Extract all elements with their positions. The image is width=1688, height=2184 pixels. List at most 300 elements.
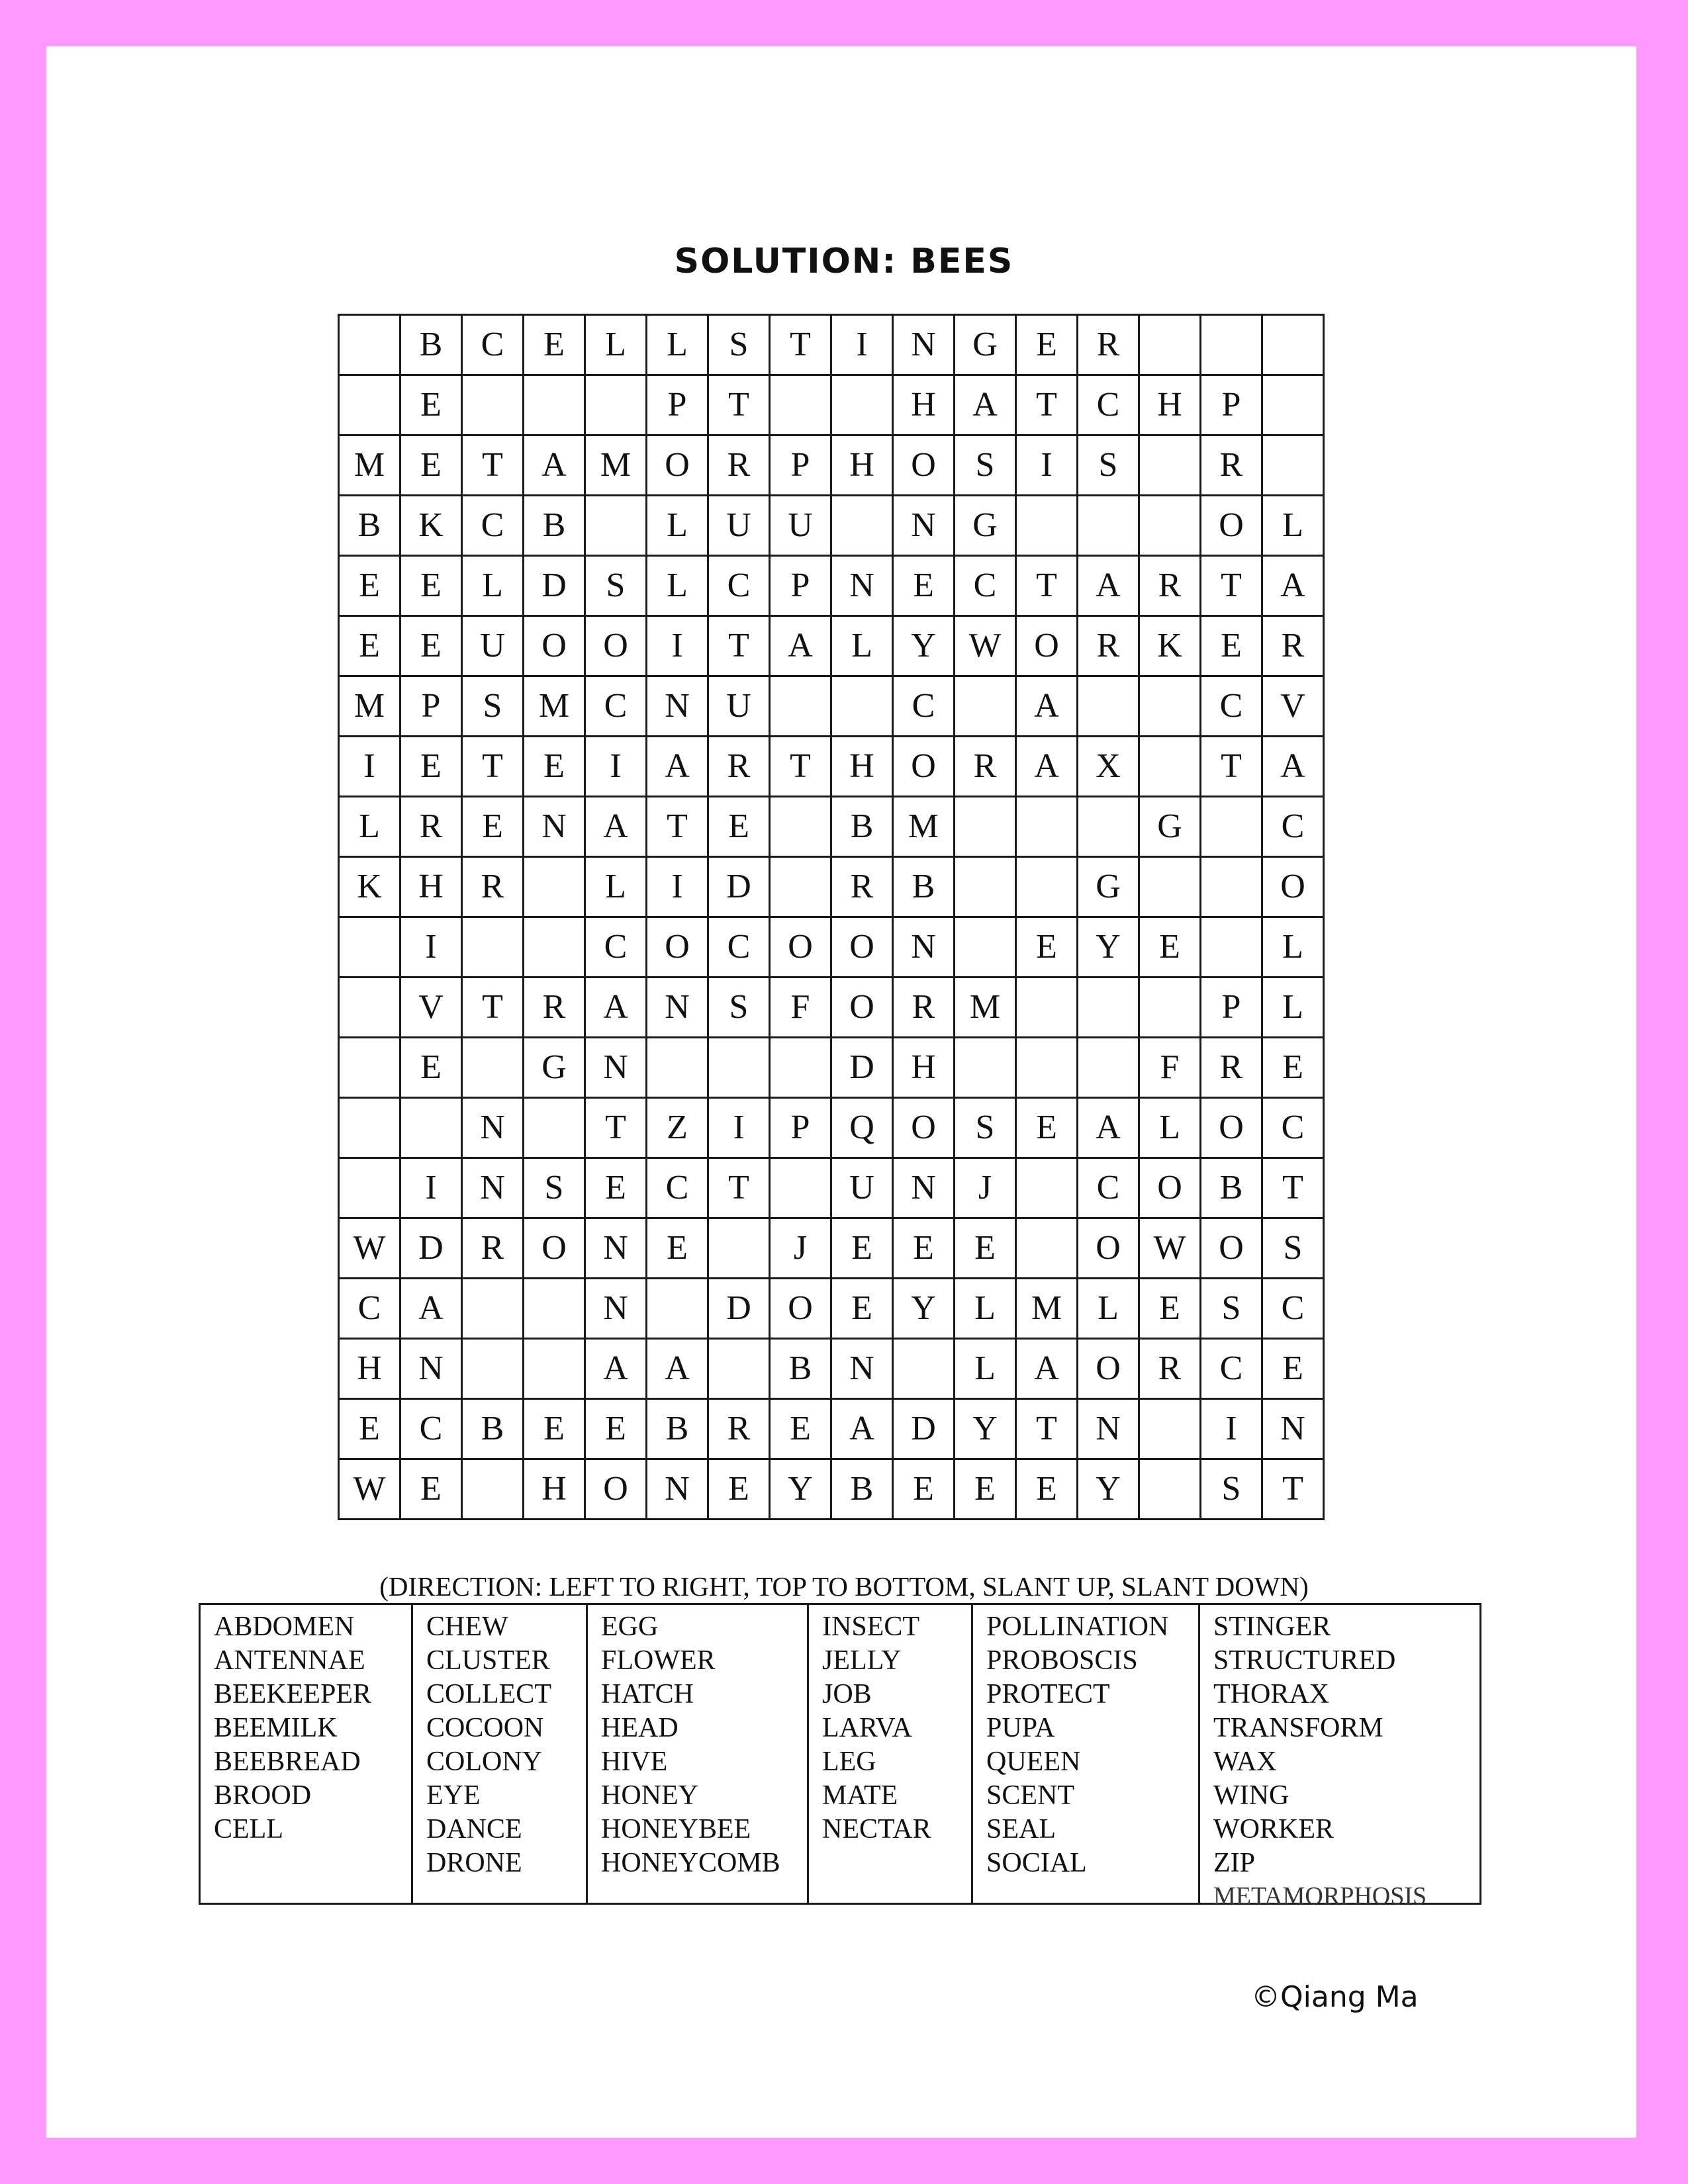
grid-cell: T <box>1016 1399 1078 1459</box>
grid-row <box>339 1038 1324 1098</box>
grid-cell: H <box>400 857 462 917</box>
word-item: BEEBREAD <box>214 1747 361 1777</box>
grid-cell: R <box>1078 315 1139 375</box>
grid-row <box>339 1339 1324 1399</box>
grid-cell: B <box>831 797 893 857</box>
grid-cell <box>524 1279 585 1339</box>
grid-cell: R <box>400 797 462 857</box>
word-item: COLLECT <box>426 1679 551 1709</box>
grid-cell: I <box>1201 1399 1262 1459</box>
grid-cell: A <box>1262 556 1324 616</box>
grid-cell <box>524 1098 585 1158</box>
grid-cell: B <box>462 1399 524 1459</box>
grid-cell: I <box>1016 435 1078 496</box>
grid-cell: O <box>893 737 955 797</box>
grid-cell: L <box>585 315 647 375</box>
grid-cell: O <box>1201 1218 1262 1279</box>
word-column <box>586 1605 807 1903</box>
grid-cell <box>955 917 1016 978</box>
grid-cell: Z <box>647 1098 708 1158</box>
grid-cell: Y <box>1078 1459 1139 1520</box>
grid-cell <box>770 797 831 857</box>
grid-cell: G <box>955 496 1016 556</box>
grid-cell <box>524 917 585 978</box>
grid-cell: L <box>1078 1279 1139 1339</box>
grid-row <box>339 435 1324 496</box>
word-item: WING <box>1213 1780 1289 1811</box>
word-item: ABDOMEN <box>214 1612 355 1642</box>
grid-cell: E <box>708 1459 770 1520</box>
grid-cell <box>1201 857 1262 917</box>
grid-cell: I <box>400 1158 462 1218</box>
grid-cell <box>770 1158 831 1218</box>
grid-cell: N <box>462 1158 524 1218</box>
grid-cell <box>770 857 831 917</box>
grid-cell: A <box>647 1339 708 1399</box>
grid-cell: E <box>400 1459 462 1520</box>
grid-row <box>339 556 1324 616</box>
grid-row <box>339 1279 1324 1339</box>
word-item: COCOON <box>426 1713 544 1743</box>
grid-cell: Y <box>893 616 955 676</box>
grid-cell: E <box>831 1279 893 1339</box>
word-item: METAMORPHOSIS <box>1213 1882 1427 1910</box>
grid-cell: S <box>1201 1459 1262 1520</box>
grid-cell: A <box>1016 676 1078 737</box>
grid-cell: C <box>462 496 524 556</box>
grid-cell: S <box>462 676 524 737</box>
grid-cell: N <box>647 1459 708 1520</box>
grid-cell: U <box>770 496 831 556</box>
grid-cell <box>585 496 647 556</box>
grid-cell: E <box>1016 1459 1078 1520</box>
grid-cell: E <box>400 556 462 616</box>
grid-cell: T <box>585 1098 647 1158</box>
grid-cell: R <box>1201 435 1262 496</box>
word-item: STRUCTURED <box>1213 1645 1396 1676</box>
grid-cell: C <box>462 315 524 375</box>
grid-cell: W <box>1139 1218 1201 1279</box>
grid-cell: B <box>770 1339 831 1399</box>
grid-cell: R <box>1262 616 1324 676</box>
grid-cell <box>1078 978 1139 1038</box>
grid-cell: C <box>339 1279 400 1339</box>
grid-cell: N <box>400 1339 462 1399</box>
grid-cell <box>462 1459 524 1520</box>
grid-cell: Q <box>831 1098 893 1158</box>
grid-cell <box>1078 496 1139 556</box>
grid-cell: M <box>893 797 955 857</box>
word-column <box>807 1605 971 1903</box>
word-search-grid <box>338 314 1325 1520</box>
grid-cell <box>1139 1459 1201 1520</box>
word-column <box>1198 1605 1479 1910</box>
grid-row <box>339 1218 1324 1279</box>
grid-cell <box>1078 676 1139 737</box>
grid-cell: I <box>647 616 708 676</box>
grid-cell: R <box>1139 1339 1201 1399</box>
word-item: WAX <box>1213 1747 1277 1777</box>
grid-cell: B <box>647 1399 708 1459</box>
grid-cell <box>585 375 647 435</box>
grid-cell: O <box>524 616 585 676</box>
grid-cell: Y <box>1078 917 1139 978</box>
grid-cell <box>955 797 1016 857</box>
grid-cell: R <box>1139 556 1201 616</box>
grid-cell: E <box>524 737 585 797</box>
grid-cell: H <box>831 435 893 496</box>
word-item: LARVA <box>822 1713 912 1743</box>
grid-cell: S <box>1201 1279 1262 1339</box>
grid-cell: E <box>955 1218 1016 1279</box>
grid-cell: M <box>585 435 647 496</box>
word-item: BEEKEEPER <box>214 1679 371 1709</box>
grid-cell: F <box>770 978 831 1038</box>
word-item: FLOWER <box>601 1645 716 1676</box>
grid-cell: E <box>955 1459 1016 1520</box>
grid-cell: O <box>1078 1339 1139 1399</box>
grid-cell: O <box>1201 1098 1262 1158</box>
grid-cell: N <box>462 1098 524 1158</box>
grid-cell: C <box>955 556 1016 616</box>
grid-cell: N <box>1262 1399 1324 1459</box>
grid-cell: O <box>585 616 647 676</box>
grid-cell: B <box>524 496 585 556</box>
grid-cell: C <box>708 556 770 616</box>
grid-cell: C <box>1078 375 1139 435</box>
grid-cell: N <box>893 315 955 375</box>
grid-row <box>339 917 1324 978</box>
word-item: ZIP <box>1213 1848 1255 1878</box>
grid-row <box>339 1158 1324 1218</box>
grid-cell: R <box>893 978 955 1038</box>
grid-cell: E <box>893 1218 955 1279</box>
grid-cell: R <box>708 737 770 797</box>
grid-cell: I <box>708 1098 770 1158</box>
grid-cell: L <box>647 315 708 375</box>
grid-cell <box>770 375 831 435</box>
grid-cell: W <box>955 616 1016 676</box>
grid-cell: T <box>647 797 708 857</box>
word-item: CHEW <box>426 1612 508 1642</box>
grid-cell: O <box>1078 1218 1139 1279</box>
grid-cell: E <box>462 797 524 857</box>
grid-cell: I <box>339 737 400 797</box>
grid-cell: K <box>1139 616 1201 676</box>
grid-row <box>339 616 1324 676</box>
grid-cell: G <box>524 1038 585 1098</box>
word-item: JELLY <box>822 1645 902 1676</box>
grid-cell: D <box>708 1279 770 1339</box>
grid-cell: A <box>1078 556 1139 616</box>
grid-cell <box>462 1279 524 1339</box>
grid-cell: D <box>708 857 770 917</box>
grid-cell: U <box>708 496 770 556</box>
grid-cell: A <box>524 435 585 496</box>
grid-row <box>339 1459 1324 1520</box>
grid-cell: D <box>831 1038 893 1098</box>
grid-cell: O <box>893 1098 955 1158</box>
grid-cell: M <box>955 978 1016 1038</box>
grid-row <box>339 496 1324 556</box>
grid-cell: R <box>524 978 585 1038</box>
grid-cell: E <box>339 616 400 676</box>
grid-cell: L <box>647 496 708 556</box>
word-item: LEG <box>822 1747 876 1777</box>
grid-cell <box>1201 315 1262 375</box>
grid-cell <box>1139 496 1201 556</box>
grid-cell: O <box>585 1459 647 1520</box>
grid-cell: O <box>647 435 708 496</box>
grid-cell: T <box>462 978 524 1038</box>
grid-row <box>339 797 1324 857</box>
grid-cell: E <box>831 1218 893 1279</box>
grid-cell: N <box>585 1218 647 1279</box>
grid-cell <box>1016 1038 1078 1098</box>
word-item: SOCIAL <box>986 1848 1087 1878</box>
grid-cell <box>831 496 893 556</box>
word-item: TRANSFORM <box>1213 1713 1383 1743</box>
grid-cell <box>1262 375 1324 435</box>
grid-cell: S <box>955 435 1016 496</box>
grid-cell: I <box>400 917 462 978</box>
grid-cell <box>339 978 400 1038</box>
grid-cell: N <box>893 496 955 556</box>
grid-cell: J <box>955 1158 1016 1218</box>
grid-cell: G <box>1078 857 1139 917</box>
grid-cell: A <box>770 616 831 676</box>
grid-cell: E <box>770 1399 831 1459</box>
word-item: PROBOSCIS <box>986 1645 1138 1676</box>
grid-cell: T <box>1201 556 1262 616</box>
grid-cell: A <box>1262 737 1324 797</box>
word-item: ANTENNAE <box>214 1645 365 1676</box>
grid-cell: C <box>585 676 647 737</box>
grid-cell: O <box>1139 1158 1201 1218</box>
word-item: HIVE <box>601 1747 668 1777</box>
grid-row <box>339 315 1324 375</box>
grid-cell: C <box>647 1158 708 1218</box>
grid-cell: E <box>893 556 955 616</box>
grid-cell: L <box>585 857 647 917</box>
grid-cell: R <box>831 857 893 917</box>
grid-cell <box>339 375 400 435</box>
word-item: BEEMILK <box>214 1713 338 1743</box>
word-item: PUPA <box>986 1713 1055 1743</box>
grid-cell: M <box>339 676 400 737</box>
grid-cell: E <box>893 1459 955 1520</box>
grid-cell <box>708 1038 770 1098</box>
grid-cell <box>1201 917 1262 978</box>
grid-cell: P <box>647 375 708 435</box>
grid-cell <box>955 1038 1016 1098</box>
grid-cell <box>708 1339 770 1399</box>
grid-cell: O <box>524 1218 585 1279</box>
grid-cell: S <box>524 1158 585 1218</box>
grid-cell <box>524 1339 585 1399</box>
grid-cell <box>770 676 831 737</box>
grid-cell <box>462 375 524 435</box>
grid-cell: T <box>708 616 770 676</box>
grid-cell: A <box>585 1339 647 1399</box>
grid-cell <box>1139 857 1201 917</box>
grid-cell: A <box>400 1279 462 1339</box>
grid-cell: E <box>400 1038 462 1098</box>
grid-cell: R <box>462 1218 524 1279</box>
grid-cell: R <box>708 435 770 496</box>
grid-cell: B <box>893 857 955 917</box>
grid-cell: E <box>400 616 462 676</box>
grid-cell: F <box>1139 1038 1201 1098</box>
grid-cell <box>893 1339 955 1399</box>
grid-cell: I <box>831 315 893 375</box>
grid-cell <box>1139 1399 1201 1459</box>
word-item: QUEEN <box>986 1747 1081 1777</box>
grid-cell <box>339 1038 400 1098</box>
grid-cell <box>524 857 585 917</box>
grid-cell: P <box>400 676 462 737</box>
grid-cell: N <box>647 978 708 1038</box>
grid-cell: B <box>400 315 462 375</box>
word-item: STINGER <box>1213 1612 1331 1642</box>
grid-cell: E <box>339 1399 400 1459</box>
grid-cell <box>1016 1158 1078 1218</box>
grid-cell: C <box>893 676 955 737</box>
grid-cell <box>339 1098 400 1158</box>
grid-cell: O <box>1201 496 1262 556</box>
grid-cell: W <box>339 1218 400 1279</box>
grid-cell <box>955 676 1016 737</box>
grid-cell: P <box>770 556 831 616</box>
grid-cell: N <box>585 1279 647 1339</box>
grid-cell <box>524 375 585 435</box>
word-item: HONEYCOMB <box>601 1848 780 1878</box>
grid-cell: H <box>339 1339 400 1399</box>
grid-cell: I <box>647 857 708 917</box>
word-item: PROTECT <box>986 1679 1110 1709</box>
grid-cell: L <box>1139 1098 1201 1158</box>
word-item: SEAL <box>986 1814 1056 1844</box>
grid-cell: N <box>893 917 955 978</box>
grid-cell: E <box>585 1158 647 1218</box>
grid-cell: R <box>1201 1038 1262 1098</box>
grid-cell: L <box>955 1279 1016 1339</box>
grid-cell: C <box>400 1399 462 1459</box>
grid-cell <box>1139 676 1201 737</box>
grid-cell: E <box>585 1399 647 1459</box>
grid-cell: A <box>1016 1339 1078 1399</box>
grid-cell: E <box>400 375 462 435</box>
word-item: SCENT <box>986 1780 1075 1811</box>
grid-cell: N <box>831 1339 893 1399</box>
grid-row <box>339 737 1324 797</box>
word-item: THORAX <box>1213 1679 1329 1709</box>
grid-cell: M <box>524 676 585 737</box>
grid-cell: I <box>585 737 647 797</box>
grid-cell <box>1262 435 1324 496</box>
grid-cell: E <box>524 315 585 375</box>
grid-cell: R <box>462 857 524 917</box>
grid-cell: T <box>462 435 524 496</box>
grid-cell <box>1016 857 1078 917</box>
grid-cell: P <box>1201 978 1262 1038</box>
grid-cell: T <box>1262 1158 1324 1218</box>
grid-cell: A <box>585 797 647 857</box>
grid-cell: C <box>1262 1279 1324 1339</box>
grid-cell: O <box>770 1279 831 1339</box>
grid-cell: L <box>1262 496 1324 556</box>
grid-cell: O <box>831 917 893 978</box>
grid-cell: G <box>1139 797 1201 857</box>
word-item: HATCH <box>601 1679 694 1709</box>
grid-cell: L <box>1262 978 1324 1038</box>
grid-cell <box>1139 978 1201 1038</box>
grid-cell: T <box>1262 1459 1324 1520</box>
word-item: HONEYBEE <box>601 1814 751 1844</box>
grid-cell: L <box>647 556 708 616</box>
grid-cell <box>339 917 400 978</box>
word-item: MATE <box>822 1780 898 1811</box>
grid-cell: E <box>1262 1339 1324 1399</box>
grid-cell: H <box>831 737 893 797</box>
grid-cell: D <box>524 556 585 616</box>
grid-cell: C <box>1201 1339 1262 1399</box>
word-item: INSECT <box>822 1612 919 1642</box>
word-item: DANCE <box>426 1814 522 1844</box>
grid-cell: O <box>893 435 955 496</box>
grid-cell: L <box>462 556 524 616</box>
grid-cell: E <box>1139 1279 1201 1339</box>
page-title: SOLUTION: BEES <box>674 242 1014 281</box>
grid-cell: O <box>770 917 831 978</box>
grid-cell: T <box>1016 556 1078 616</box>
grid-cell <box>1016 978 1078 1038</box>
grid-cell: E <box>1016 315 1078 375</box>
grid-cell: P <box>770 435 831 496</box>
grid-cell: T <box>770 315 831 375</box>
grid-cell: P <box>770 1098 831 1158</box>
grid-cell <box>1016 496 1078 556</box>
grid-cell: E <box>1262 1038 1324 1098</box>
grid-cell: E <box>1139 917 1201 978</box>
grid-cell: J <box>770 1218 831 1279</box>
grid-cell: E <box>400 435 462 496</box>
grid-cell: S <box>585 556 647 616</box>
word-column <box>201 1605 411 1903</box>
grid-cell <box>339 1158 400 1218</box>
grid-cell: H <box>893 375 955 435</box>
grid-cell: G <box>955 315 1016 375</box>
grid-cell: K <box>400 496 462 556</box>
grid-cell: Y <box>770 1459 831 1520</box>
word-item: CLUSTER <box>426 1645 550 1676</box>
grid-cell: S <box>708 315 770 375</box>
grid-cell <box>1016 1218 1078 1279</box>
grid-cell <box>1078 1038 1139 1098</box>
grid-cell: A <box>1078 1098 1139 1158</box>
grid-cell: E <box>1016 1098 1078 1158</box>
grid-cell <box>647 1038 708 1098</box>
grid-cell: Y <box>955 1399 1016 1459</box>
copyright-notice: ©Qiang Ma <box>1251 1980 1419 2014</box>
grid-cell: N <box>831 556 893 616</box>
grid-cell: L <box>955 1339 1016 1399</box>
grid-row <box>339 676 1324 737</box>
grid-cell <box>339 315 400 375</box>
word-item: EYE <box>426 1780 481 1811</box>
grid-cell <box>462 1038 524 1098</box>
grid-cell: B <box>1201 1158 1262 1218</box>
